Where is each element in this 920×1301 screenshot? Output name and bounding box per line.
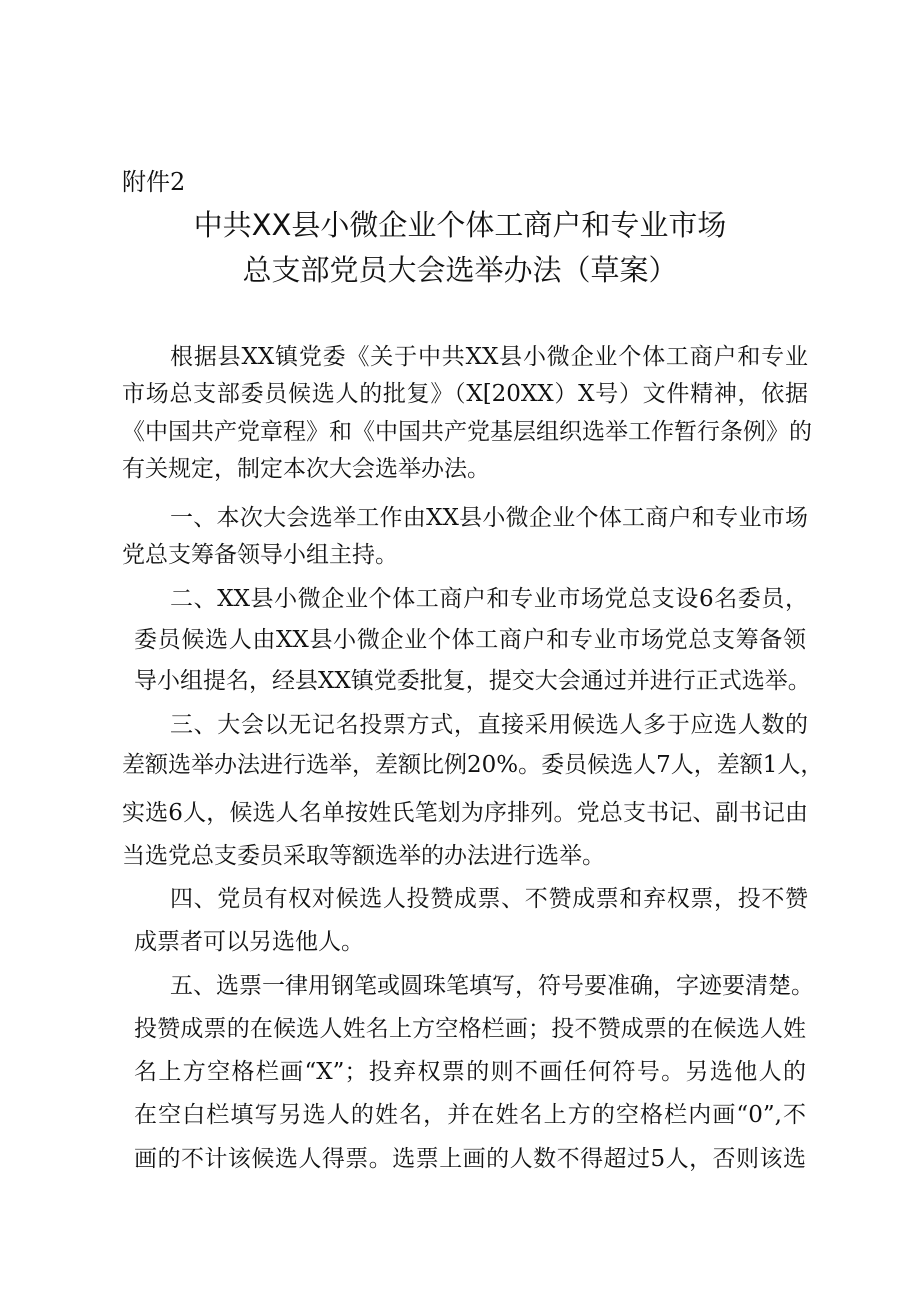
body-line: 成票者可以另选他人。 (134, 929, 364, 955)
body-line: 三、大会以无记名投票方式，直接采用候选人多于应选人数的 (170, 712, 808, 738)
body-line: 五、选票一律用钢笔或圆珠笔填写，符号要准确，字迹要清楚。 (170, 973, 814, 999)
body-line: 导小组提名，经县XX镇党委批复，提交大会通过并进行正式选举。 (134, 668, 811, 694)
body-line: 差额选举办法进行选举，差额比例20%。委员候选人7人，差额1人， (122, 752, 824, 778)
attachment-label: 附件2 (122, 168, 186, 196)
body-line: 《中国共产党章程》和《中国共产党基层组织选举工作暂行条例》的 (122, 419, 812, 445)
body-line: 名上方空格栏画“X”；投弃权票的则不画任何符号。另选他人的 (134, 1059, 806, 1085)
title-line-2: 总支部党员大会选举办法（草案） (242, 253, 678, 287)
body-line: 在空白栏填写另选人的姓名，并在姓名上方的空格栏内画“0”,不 (134, 1102, 806, 1128)
body-line: 二、XX县小微企业个体工商户和专业市场党总支设6名委员， (170, 586, 808, 612)
body-line: 市场总支部委员候选人的批复》（X[20XX）X号）文件精神，依据 (122, 381, 808, 407)
body-line: 四、党员有权对候选人投赞成票、不赞成票和弃权票，投不赞 (170, 886, 808, 912)
body-line: 实选6人，候选人名单按姓氏笔划为序排列。党总支书记、副书记由 (122, 800, 808, 826)
body-line: 投赞成票的在候选人姓名上方空格栏画；投不赞成票的在候选人姓 (134, 1016, 806, 1042)
body-line: 委员候选人由XX县小微企业个体工商户和专业市场党总支筹备领 (134, 627, 806, 653)
body-line: 画的不计该候选人得票。选票上画的人数不得超过5人，否则该选 (134, 1146, 806, 1172)
title-line-1: 中共XX县小微企业个体工商户和专业市场 (193, 208, 727, 242)
body-line: 党总支筹备领导小组主持。 (122, 542, 398, 568)
body-line: 根据县XX镇党委《关于中共XX县小微企业个体工商户和专业 (170, 344, 808, 370)
body-line: 有关规定，制定本次大会选举办法。 (122, 456, 490, 482)
body-line: 一、本次大会选举工作由XX县小微企业个体工商户和专业市场 (170, 505, 808, 531)
body-line: 当选党总支委员采取等额选举的办法进行选举。 (122, 843, 605, 869)
